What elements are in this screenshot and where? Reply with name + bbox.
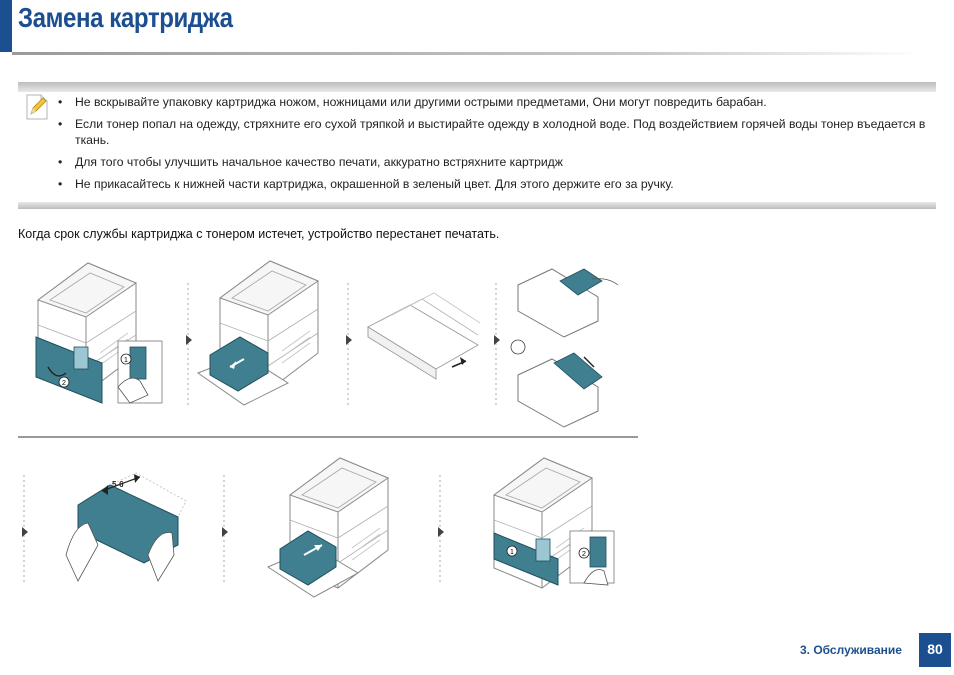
title-divider [12,52,922,55]
note-item: • Не прикасайтесь к нижней части картриджа, окрашенной в зеленый цвет. Для этого держите его за ручку. [58,176,928,192]
step-unpack-new-cartridge [368,293,480,379]
step-label: 1 [124,357,128,364]
step-label: 2 [582,551,586,558]
step-remove-protective-film [511,269,618,427]
step-shake-cartridge [66,473,186,581]
note-item: • Если тонер попал на одежду, стряхните его сухой тряпкой и выстирайте одежду в холодной воде. Под воздействием горячей воды тонер въедается в ткань. [58,116,928,148]
note-pencil-icon [26,94,48,120]
note-item: • Для того чтобы улучшить начальное качество печати, аккуратно встряхните картридж [58,154,928,170]
footer-section-title: 3. Обслуживание [800,643,902,657]
note-box [18,82,936,209]
page-number: 80 [919,633,951,667]
header-accent-bar [0,0,12,52]
note-list [58,94,928,198]
step-label: 5-6 [112,480,124,489]
step-open-front-cover [36,263,162,403]
cartridge-replacement-illustration [18,255,640,605]
note-top-bar [18,82,936,92]
step-insert-cartridge [268,458,388,597]
note-item: • Не вскрывайте упаковку картриджа ножом, ножницами или другими острыми предметами, Они могут повредить барабан. [58,94,928,110]
step-label: 2 [62,380,66,387]
note-bottom-bar [18,202,936,209]
step-close-front-cover [494,458,614,588]
step-label: 1 [510,549,514,556]
step-pull-out-old-cartridge [198,261,318,405]
page-title: Замена картриджа [18,2,233,33]
intro-text: Когда срок службы картриджа с тонером истечет, устройство перестанет печатать. [18,227,500,241]
